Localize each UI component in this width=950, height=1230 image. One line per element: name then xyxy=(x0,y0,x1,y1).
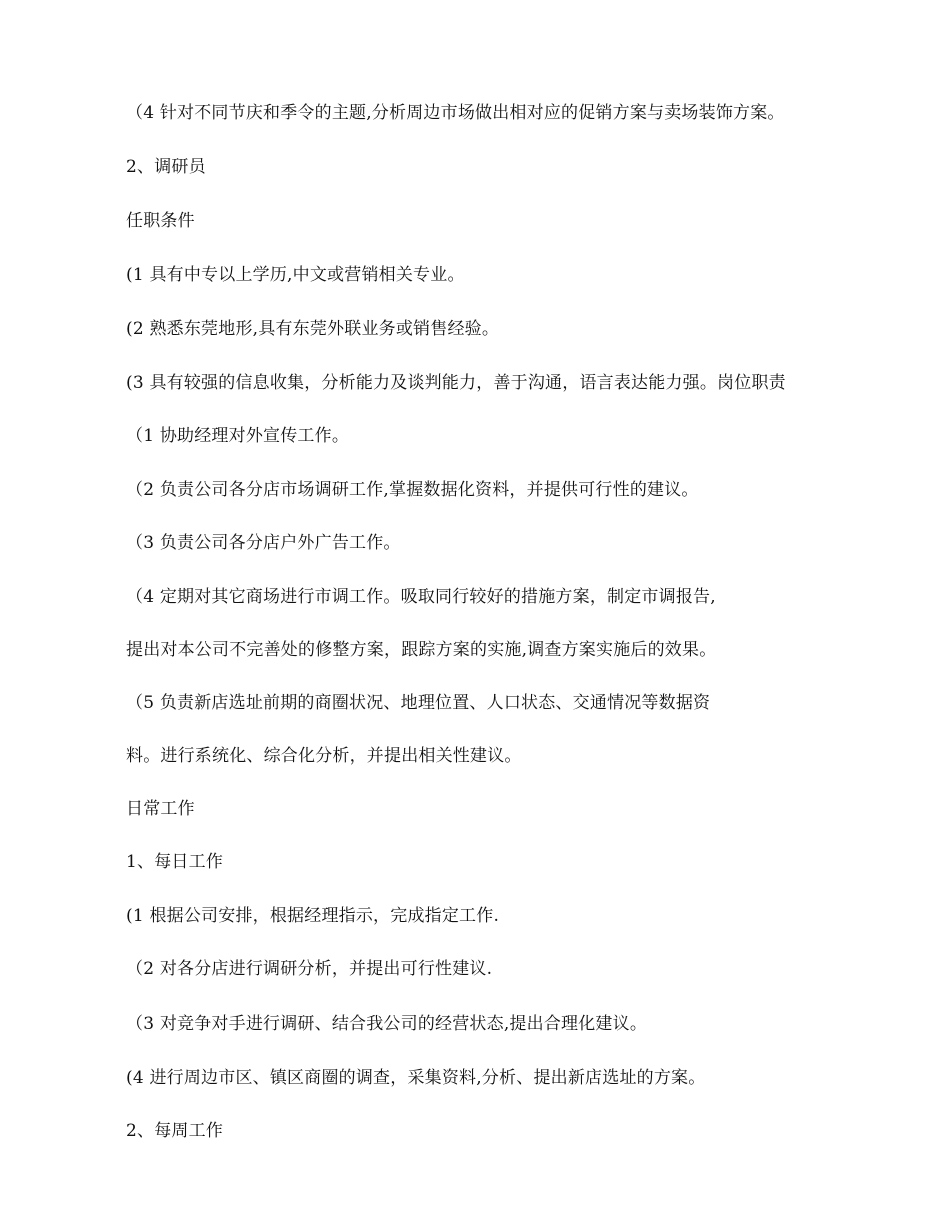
section-heading: 2、调研员 xyxy=(126,157,206,177)
section-heading: 2、每周工作 xyxy=(126,1121,224,1141)
subsection-heading: 任职条件 xyxy=(126,211,195,231)
text-line: （3 对竞争对手进行调研、结合我公司的经营状态,提出合理化建议。 xyxy=(126,1014,648,1034)
text-line: 提出对本公司不完善处的修整方案，跟踪方案的实施,调查方案实施后的效果。 xyxy=(126,640,717,660)
text-line: (2 熟悉东莞地形,具有东莞外联业务或销售经验。 xyxy=(126,319,500,339)
section-heading: 1、每日工作 xyxy=(126,852,224,872)
text-line: （4 定期对其它商场进行市调工作。吸取同行较好的措施方案，制定市调报告, xyxy=(126,587,716,607)
text-line: (1 具有中专以上学历,中文或营销相关专业。 xyxy=(126,265,465,285)
text-line: （3 负责公司各分店户外广告工作。 xyxy=(126,533,401,553)
text-line: （2 对各分店进行调研分析，并提出可行性建议. xyxy=(126,959,493,979)
text-line: (4 进行周边市区、镇区商圈的调查，采集资料,分析、提出新店选址的方案。 xyxy=(126,1068,706,1088)
text-line: （1 协助经理对外宣传工作。 xyxy=(126,426,350,446)
text-line: (3 具有较强的信息收集，分析能力及谈判能力，善于沟通，语言表达能力强。岗位职责 xyxy=(126,373,786,393)
text-line: 料。进行系统化、综合化分析，并提出相关性建议。 xyxy=(126,746,522,766)
text-line: (1 根据公司安排，根据经理指示，完成指定工作. xyxy=(126,906,500,926)
text-line: （4 针对不同节庆和季令的主题,分析周边市场做出相对应的促销方案与卖场装饰方案。 xyxy=(126,103,785,123)
subsection-heading: 日常工作 xyxy=(126,799,195,819)
text-line: （2 负责公司各分店市场调研工作,掌握数据化资料，并提供可行性的建议。 xyxy=(126,480,699,500)
text-line: （5 负责新店选址前期的商圈状况、地理位置、人口状态、交通情况等数据资 xyxy=(126,693,711,713)
